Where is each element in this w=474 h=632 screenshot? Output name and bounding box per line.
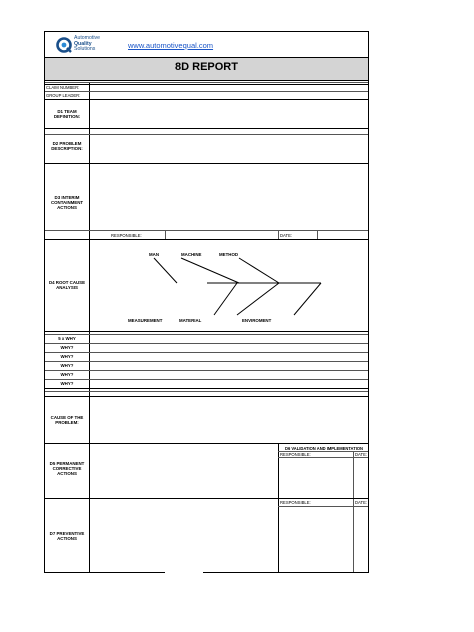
bottom-gap xyxy=(165,570,203,576)
fishbone-bone xyxy=(239,258,279,283)
d5-date-label: DATE: xyxy=(355,452,368,457)
row-line xyxy=(45,334,368,335)
row-line xyxy=(45,391,368,392)
d5-corrective-actions-label: D5 PERMANENT CORRECTIVE ACTIONS xyxy=(49,461,85,476)
row-line xyxy=(278,457,368,458)
claim-number-label: CLAIM NUMBER: xyxy=(46,85,80,90)
row-line xyxy=(45,99,368,100)
row-line xyxy=(45,230,368,231)
cell-divider xyxy=(317,230,318,239)
fishbone-material-label: MATERIAL xyxy=(179,318,202,323)
logo-line-1: Automotive xyxy=(74,35,100,41)
d3-containment-actions-label: D3 INTERIM CONTAINMENT ACTIONS xyxy=(50,195,84,210)
logo-text xyxy=(74,36,100,53)
row-line xyxy=(45,343,368,344)
validation-column-divider xyxy=(278,443,279,572)
row-line xyxy=(45,163,368,164)
logo-icon xyxy=(56,37,72,53)
d7-preventive-actions-label: D7 PREVENTIVE ACTIONS xyxy=(49,531,85,541)
row-line xyxy=(45,361,368,362)
row-line xyxy=(45,82,368,83)
website-link[interactable]: www.automotivequal.com xyxy=(128,41,214,50)
row-line xyxy=(45,498,368,499)
fishbone-bone xyxy=(214,283,237,315)
d3-date-label: DATE: xyxy=(280,233,293,238)
company-logo xyxy=(56,36,116,54)
cause-of-problem-label: CAUSE OF THE PROBLEM: xyxy=(50,415,84,425)
fishbone-measurement-label: MEASUREMENT xyxy=(128,318,163,323)
row-line xyxy=(45,388,368,389)
row-line xyxy=(45,443,368,444)
group-leader-label: GROUP LEADER: xyxy=(46,93,81,98)
d4-root-cause-label: D4 ROOT CAUSE ANALYSIS xyxy=(48,280,86,290)
why-label-3: WHY? xyxy=(60,363,74,368)
cell-divider xyxy=(165,230,166,239)
fishbone-machine-label: MACHINE xyxy=(181,252,202,257)
fishbone-bone xyxy=(294,283,321,315)
row-line xyxy=(45,84,368,85)
five-why-label: 5 x WHY xyxy=(58,336,76,341)
title-band xyxy=(45,57,368,81)
fishbone-man-label: MAN xyxy=(149,252,159,257)
row-line xyxy=(45,379,368,380)
row-line xyxy=(45,91,368,92)
fishbone-bone xyxy=(237,283,279,315)
fishbone-bone xyxy=(181,258,239,283)
why-label-1: WHY? xyxy=(60,345,74,350)
d1-team-definition-label: D1 TEAM DEFINITION: xyxy=(53,109,81,119)
d2-problem-description-label: D2 PROBLEM DESCRIPTION: xyxy=(51,141,83,151)
fishbone-bone xyxy=(154,258,177,283)
d6-validation-label: D6 VALIDATION AND IMPLEMENTATION xyxy=(284,446,363,451)
row-line xyxy=(45,370,368,371)
d7-responsible-label: RESPONSIBLE: xyxy=(280,500,311,505)
d5-responsible-label: RESPONSIBLE: xyxy=(280,452,311,457)
why-label-5: WHY? xyxy=(60,381,74,386)
logo-line-2: Quality xyxy=(74,40,92,47)
report-form xyxy=(44,31,369,573)
logo-line-3: Solutions xyxy=(74,46,96,53)
row-line xyxy=(45,396,368,397)
cell-divider xyxy=(278,230,279,239)
why-label-2: WHY? xyxy=(60,354,74,359)
d3-responsible-label: RESPONSIBLE: xyxy=(111,233,142,238)
row-line xyxy=(45,331,368,332)
report-title: 8D REPORT xyxy=(175,61,238,73)
why-label-4: WHY? xyxy=(60,372,74,377)
date-column-divider xyxy=(353,451,354,572)
d7-date-label: DATE: xyxy=(355,500,368,505)
row-line xyxy=(45,134,368,135)
fishbone-method-label: METHOD xyxy=(219,252,239,257)
row-line xyxy=(278,506,368,507)
fishbone-environment-label: ENVIROMENT xyxy=(242,318,272,323)
row-line xyxy=(45,128,368,129)
row-line xyxy=(45,352,368,353)
